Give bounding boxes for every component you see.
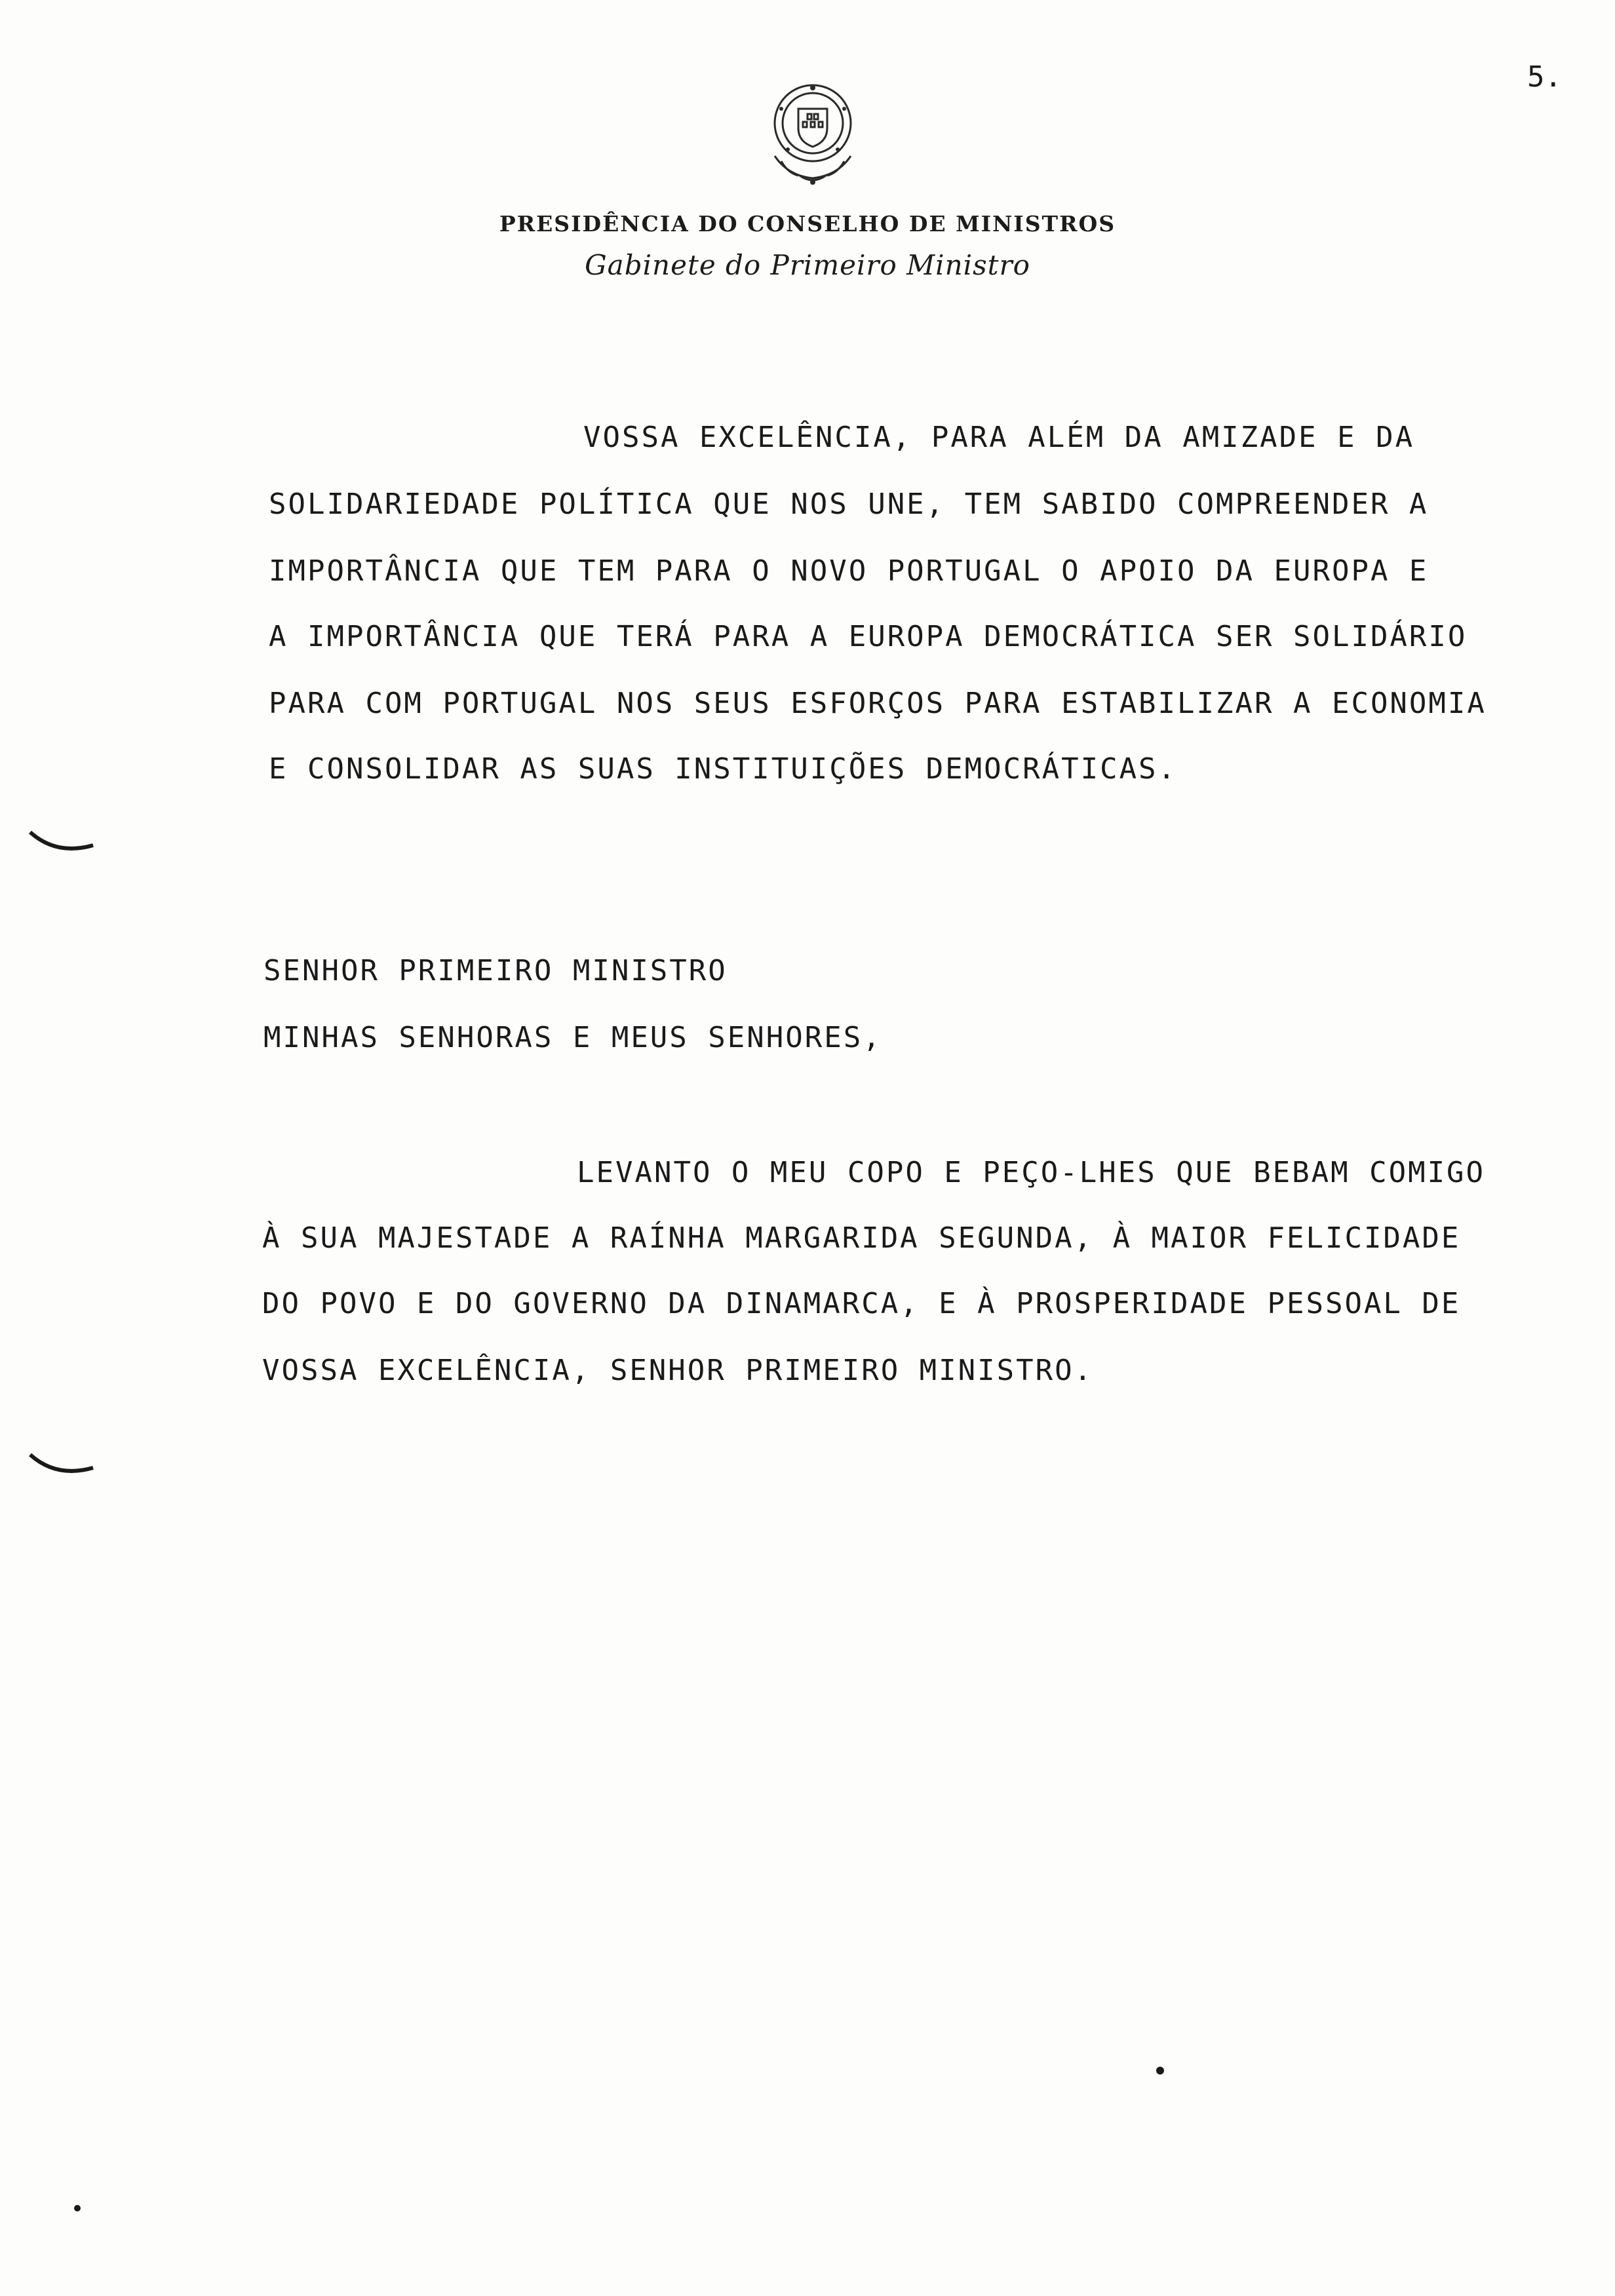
page-number: 5.	[1527, 60, 1562, 94]
binding-hole-mark	[26, 826, 98, 858]
cabinet-name: Gabinete do Primeiro Ministro	[585, 249, 1030, 281]
coat-of-arms-icon	[762, 77, 864, 187]
text-line: A IMPORTÂNCIA QUE TERÁ PARA A EUROPA DEMOCRÁTICA SER SOLIDÁRIO	[269, 620, 1468, 653]
text-line: VOSSA EXCELÊNCIA, PARA ALÉM DA AMIZADE E DA	[583, 421, 1415, 454]
text-line: PARA COM PORTUGAL NOS SEUS ESFORÇOS PARA ESTABILIZAR A ECONOMIA	[269, 687, 1487, 720]
ministry-name: PRESIDÊNCIA DO CONSELHO DE MINISTROS	[499, 211, 1116, 237]
text-line: À SUA MAJESTADE A RAÍNHA MARGARIDA SEGUNDA, À MAIOR FELICIDADE	[262, 1221, 1461, 1255]
text-line: DO POVO E DO GOVERNO DA DINAMARCA, E À PROSPERIDADE PESSOAL DE	[262, 1287, 1461, 1320]
text-line: SENHOR PRIMEIRO MINISTRO	[263, 954, 728, 987]
text-line: VOSSA EXCELÊNCIA, SENHOR PRIMEIRO MINISTRO.	[262, 1354, 1094, 1387]
text-line: IMPORTÂNCIA QUE TEM PARA O NOVO PORTUGAL O APOIO DA EUROPA E	[269, 554, 1429, 588]
binding-hole-mark	[26, 1448, 98, 1481]
text-line: E CONSOLIDAR AS SUAS INSTITUIÇÕES DEMOCRÁTICAS.	[269, 752, 1178, 786]
text-line: SOLIDARIEDADE POLÍTICA QUE NOS UNE, TEM SABIDO COMPREENDER A	[269, 488, 1429, 521]
ink-speck	[1154, 2064, 1167, 2077]
text-line: LEVANTO O MEU COPO E PEÇO-LHES QUE BEBAM COMIGO	[577, 1156, 1486, 1189]
ink-speck	[71, 2202, 84, 2215]
text-line: MINHAS SENHORAS E MEUS SENHORES,	[263, 1021, 882, 1054]
